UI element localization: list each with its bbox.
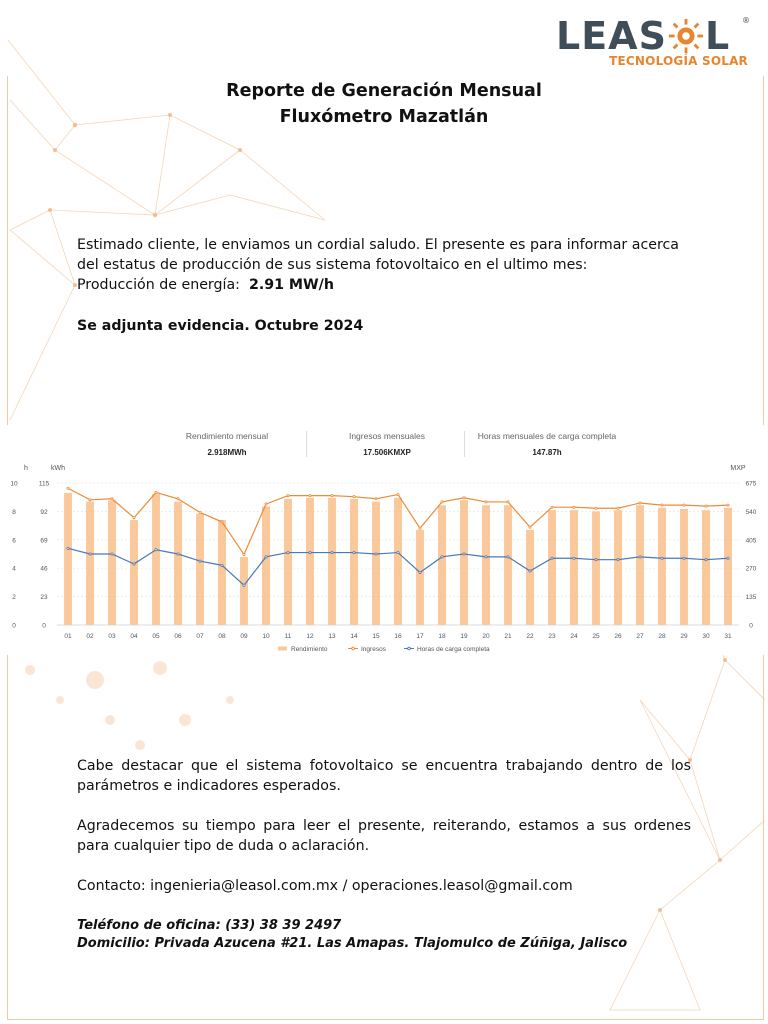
ingresos-point — [67, 487, 69, 489]
ingresos-point — [177, 498, 179, 500]
bar-rendimiento — [306, 498, 314, 625]
x-tick-label: 28 — [658, 633, 666, 640]
ingresos-point — [595, 507, 597, 509]
bar-rendimiento — [262, 506, 270, 625]
ingresos-point — [287, 495, 289, 497]
left-h-tick-label: 8 — [12, 508, 16, 516]
bar-rendimiento — [416, 530, 424, 625]
legend-label: Horas de carga completa — [417, 646, 490, 653]
x-tick-label: 14 — [350, 633, 358, 640]
left-kwh-tick-label: 23 — [40, 594, 48, 602]
bar-rendimiento — [460, 500, 468, 625]
left-h-tick-label: 10 — [10, 480, 18, 488]
ingresos-point — [507, 501, 509, 503]
x-tick-label: 07 — [196, 633, 204, 640]
bar-rendimiento — [130, 520, 138, 625]
horas-point — [177, 553, 179, 555]
horas-point — [573, 557, 575, 559]
horas-point — [375, 553, 377, 555]
ingresos-point — [375, 498, 377, 500]
ingresos-point — [243, 553, 245, 555]
ingresos-point — [705, 505, 707, 507]
left-h-tick-label: 2 — [12, 594, 16, 602]
bar-rendimiento — [284, 499, 292, 625]
horas-point — [221, 564, 223, 566]
x-tick-label: 04 — [130, 633, 138, 640]
bar-rendimiento — [372, 502, 380, 625]
registered-mark: ® — [742, 16, 750, 25]
ingresos-point — [419, 527, 421, 529]
horas-point — [639, 556, 641, 558]
ingresos-point — [155, 491, 157, 493]
ingresos-point — [89, 499, 91, 501]
bar-rendimiento — [504, 505, 512, 625]
ingresos-point — [221, 521, 223, 523]
left-kwh-tick-label: 92 — [40, 508, 48, 516]
x-tick-label: 27 — [636, 633, 644, 640]
ingresos-point — [485, 501, 487, 503]
right-tick-label: 0 — [749, 622, 753, 630]
legend-swatch-bar — [278, 647, 287, 651]
horas-point — [441, 556, 443, 558]
logo-wordmark — [556, 16, 730, 56]
ingresos-point — [551, 506, 553, 508]
x-tick-label: 25 — [592, 633, 600, 640]
office-phone: Teléfono de oficina: (33) 38 39 2497 — [77, 918, 342, 933]
horas-point — [529, 570, 531, 572]
left-kwh-tick-label: 115 — [38, 480, 50, 488]
left-h-tick-label: 4 — [12, 565, 16, 573]
kpi-ingresos-label: Ingresos mensuales — [348, 431, 426, 441]
bar-rendimiento — [394, 498, 402, 625]
right-tick-label: 540 — [745, 508, 757, 516]
legend-label: Ingresos — [361, 646, 386, 653]
logo-brand-post: L — [704, 14, 731, 58]
ingresos-point — [353, 496, 355, 498]
bar-rendimiento — [108, 500, 116, 625]
left-kwh-tick-label: 46 — [40, 565, 48, 573]
left-axis-h-title: h — [24, 465, 28, 472]
x-tick-label: 21 — [504, 633, 512, 640]
x-tick-label: 22 — [526, 633, 534, 640]
horas-point — [463, 553, 465, 555]
x-tick-label: 26 — [614, 633, 622, 640]
x-tick-label: 13 — [328, 633, 336, 640]
kpi-horas-value: 147.87h — [532, 448, 562, 457]
legend-swatch-point — [352, 647, 355, 650]
intro-line-2: del estatus de producción de sus sistema fotovoltaico en el ultimo mes: — [77, 257, 588, 273]
intro-line-1: Estimado cliente, le enviamos un cordial saludo. El presente es para informar acerca — [77, 237, 679, 253]
horas-point — [705, 559, 707, 561]
bar-rendimiento — [724, 508, 732, 625]
ingresos-point — [683, 504, 685, 506]
ingresos-point — [331, 495, 333, 497]
ingresos-point — [199, 511, 201, 513]
x-tick-label: 05 — [152, 633, 160, 640]
x-tick-label: 15 — [372, 633, 380, 640]
bar-rendimiento — [350, 499, 358, 625]
ingresos-point — [639, 502, 641, 504]
x-tick-label: 10 — [262, 633, 270, 640]
horas-point — [199, 560, 201, 562]
leasol-logo — [556, 16, 752, 72]
chart-plot — [0, 425, 768, 655]
horas-point — [551, 557, 553, 559]
ingresos-point — [617, 507, 619, 509]
closing-paragraph-2: Agradecemos su tiempo para leer el presente, reiterando, estamos a sus ordenes para cualquier tipo de duda o aclaración. — [77, 818, 691, 854]
right-tick-label: 405 — [745, 537, 757, 545]
bar-rendimiento — [658, 508, 666, 625]
x-tick-label: 19 — [460, 633, 468, 640]
x-tick-label: 17 — [416, 633, 424, 640]
bar-rendimiento — [174, 502, 182, 625]
left-h-tick-label: 0 — [12, 622, 16, 630]
production-label: Producción de energía: — [77, 277, 240, 293]
bar-rendimiento — [680, 509, 688, 625]
ingresos-point — [573, 506, 575, 508]
bar-rendimiento — [152, 494, 160, 625]
x-tick-label: 30 — [702, 633, 710, 640]
bar-rendimiento — [240, 557, 248, 625]
bar-rendimiento — [526, 530, 534, 625]
closing-paragraph-1: Cabe destacar que el sistema fotovoltaico se encuentra trabajando dentro de los parámetros e indicadores esperados. — [77, 758, 691, 794]
horas-point — [507, 556, 509, 558]
horas-point — [353, 551, 355, 553]
x-tick-label: 23 — [548, 633, 556, 640]
ingresos-point — [265, 503, 267, 505]
horas-point — [727, 557, 729, 559]
ingresos-point — [309, 495, 311, 497]
left-kwh-tick-label: 0 — [42, 622, 46, 630]
horas-point — [397, 551, 399, 553]
x-tick-label: 20 — [482, 633, 490, 640]
monthly-generation-chart — [0, 425, 768, 655]
production-line — [77, 275, 691, 295]
horas-point — [155, 549, 157, 551]
horas-point — [265, 556, 267, 558]
ingresos-point — [661, 504, 663, 506]
bar-rendimiento — [592, 511, 600, 625]
horas-point — [617, 559, 619, 561]
x-tick-label: 16 — [394, 633, 402, 640]
bar-rendimiento — [218, 520, 226, 625]
bar-rendimiento — [614, 510, 622, 625]
horas-point — [595, 559, 597, 561]
right-axis-title: MXP — [730, 465, 746, 472]
contact-line: Contacto: ingenieria@leasol.com.mx / operaciones.leasol@gmail.com — [77, 878, 573, 894]
bar-rendimiento — [570, 510, 578, 625]
ingresos-point — [111, 498, 113, 500]
ingresos-point — [397, 493, 399, 495]
left-h-tick-label: 6 — [12, 537, 16, 545]
ingresos-point — [529, 526, 531, 528]
report-title: Reporte de Generación Mensual — [226, 81, 542, 101]
x-tick-label: 18 — [438, 633, 446, 640]
right-tick-label: 270 — [745, 565, 757, 573]
bar-rendimiento — [702, 510, 710, 625]
ingresos-point — [441, 501, 443, 503]
x-tick-label: 06 — [174, 633, 182, 640]
x-tick-label: 08 — [218, 633, 226, 640]
left-axis-kwh-title: kWh — [51, 465, 65, 472]
kpi-rendimiento-value: 2.918MWh — [207, 448, 247, 457]
x-tick-label: 03 — [108, 633, 116, 640]
horas-point — [89, 553, 91, 555]
x-tick-label: 31 — [724, 633, 732, 640]
right-tick-label: 675 — [745, 480, 757, 488]
ingresos-point — [133, 517, 135, 519]
bar-rendimiento — [64, 493, 72, 625]
report-subtitle: Fluxómetro Mazatlán — [279, 107, 489, 127]
left-kwh-tick-label: 69 — [40, 537, 48, 545]
horas-point — [485, 556, 487, 558]
x-tick-label: 09 — [240, 633, 248, 640]
bar-rendimiento — [328, 498, 336, 625]
horas-point — [661, 557, 663, 559]
x-tick-label: 01 — [64, 633, 72, 640]
horas-point — [331, 551, 333, 553]
x-tick-label: 02 — [86, 633, 94, 640]
logo-tagline: TECNOLOGÍA SOLAR — [609, 54, 748, 68]
x-tick-label: 11 — [284, 633, 292, 640]
bar-rendimiento — [438, 505, 446, 625]
bar-rendimiento — [482, 505, 490, 625]
right-tick-label: 135 — [745, 594, 757, 602]
kpi-rendimiento-label: Rendimiento mensual — [185, 431, 269, 441]
bar-rendimiento — [548, 510, 556, 625]
bar-rendimiento — [196, 514, 204, 625]
bar-rendimiento — [86, 502, 94, 625]
kpi-ingresos-value: 17.506KMXP — [363, 448, 411, 457]
horas-point — [67, 547, 69, 549]
legend-label: Rendimiento — [291, 646, 328, 653]
horas-point — [111, 553, 113, 555]
horas-point — [287, 551, 289, 553]
bar-rendimiento — [636, 505, 644, 625]
x-tick-label: 24 — [570, 633, 578, 640]
x-tick-label: 29 — [680, 633, 688, 640]
horas-point — [243, 584, 245, 586]
horas-point — [419, 571, 421, 573]
evidence-note: Se adjunta evidencia. Octubre 2024 — [77, 318, 364, 334]
production-value: 2.91 MW/h — [248, 277, 334, 293]
office-address: Domicilio: Privada Azucena #21. Las Amapas. Tlajomulco de Zúñiga, Jalisco — [77, 936, 628, 951]
logo-brand-pre: LEAS — [556, 14, 667, 58]
horas-point — [133, 563, 135, 565]
horas-point — [683, 557, 685, 559]
legend-swatch-point — [408, 647, 411, 650]
ingresos-point — [727, 504, 729, 506]
sun-icon — [667, 17, 705, 55]
x-tick-label: 12 — [306, 633, 314, 640]
horas-point — [309, 551, 311, 553]
kpi-horas-label: Horas mensuales de carga completa — [477, 431, 617, 441]
ingresos-point — [463, 497, 465, 499]
